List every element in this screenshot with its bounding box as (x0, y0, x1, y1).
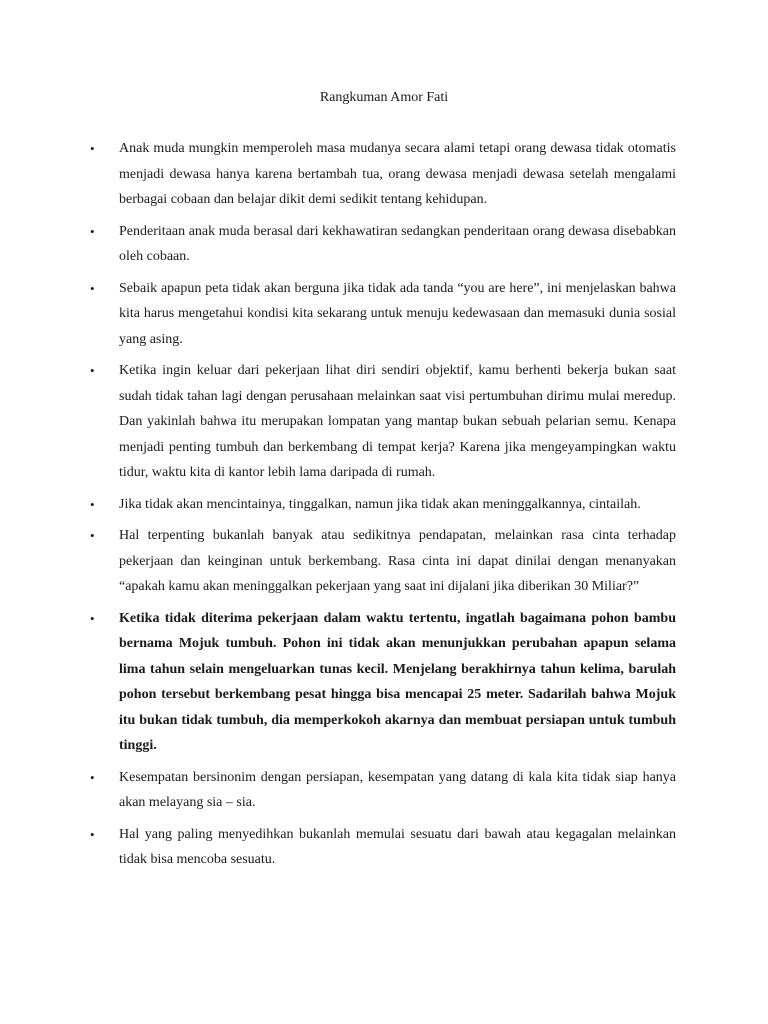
list-item (90, 606, 676, 759)
bullet-icon: • (90, 363, 95, 378)
list-item (90, 765, 676, 816)
bullet-icon: • (90, 826, 95, 842)
bullet-text: Kesempatan bersinonim dengan persiapan, kesempatan yang datang di kala kita tidak siap hanya akan melayang sia – sia. (119, 769, 676, 810)
bullet-text: Jika tidak akan mencintainya, tinggalkan, namun jika tidak akan meninggalkannya, cintailah. (119, 496, 641, 512)
bullet-icon: • (90, 769, 95, 785)
list-item (90, 276, 676, 353)
bullet-text: Ketika ingin keluar dari pekerjaan lihat diri sendiri objektif, kamu berhenti bekerja bukan saat sudah tidak tahan lagi dengan perusahaan melainkan saat visi pertumbuhan dirimu mulai meredup. Dan yakinlah bahwa itu merupakan lompatan yang mantap bukan sebuah pelarian semu. Kenapa menjadi penting tumbuh dan berkembang di tempat kerja? Karena jika mengeyampingkan waktu tidur, waktu kita di kantor lebih lama daripada di rumah. (119, 363, 676, 480)
list-item (90, 219, 676, 270)
bullet-icon: • (90, 610, 95, 626)
list-item (90, 358, 676, 486)
bullet-icon: • (90, 280, 95, 296)
list-item (90, 523, 676, 600)
bullet-icon: • (90, 528, 95, 543)
bullet-text: Penderitaan anak muda berasal dari kekhawatiran sedangkan penderitaan orang dewasa disebabkan oleh cobaan. (119, 223, 676, 264)
list-item (90, 492, 676, 518)
bullet-text: Anak muda mungkin memperoleh masa mudanya secara alami tetapi orang dewasa tidak otomatis menjadi dewasa hanya karena bertambah tua, orang dewasa menjadi dewasa setelah mengalami berbagai cobaan dan belajar dikit demi sedikit tentang kehidupan. (119, 141, 676, 207)
list-item (90, 822, 676, 873)
bullet-list (90, 136, 676, 879)
bullet-text: Hal yang paling menyedihkan bukanlah memulai sesuatu dari bawah atau kegagalan melainkan tidak bisa mencoba sesuatu. (119, 826, 676, 867)
bullet-icon: • (90, 141, 95, 156)
bullet-text: Sebaik apapun peta tidak akan berguna jika tidak ada tanda “you are here”, ini menjelaskan bahwa kita harus mengetahui kondisi kita sekarang untuk menuju kedewasaan dan memasuki dunia sosial yang asing. (119, 280, 676, 347)
list-item (90, 136, 676, 213)
document-title: Rangkuman Amor Fati (319, 90, 449, 105)
bullet-icon: • (90, 223, 95, 239)
bullet-text: Hal terpenting bukanlah banyak atau sedikitnya pendapatan, melainkan rasa cinta terhadap pekerjaan dan keinginan untuk berkembang. Rasa cinta ini dapat dinilai dengan menanyakan “apakah kamu akan meninggalkan pekerjaan yang saat ini dijalani jika diberikan 30 Miliar?” (119, 528, 676, 594)
bullet-icon: • (90, 496, 95, 512)
bullet-text: Ketika tidak diterima pekerjaan dalam waktu tertentu, ingatlah bagaimana pohon bambu bernama Mojuk tumbuh. Pohon ini tidak akan menunjukkan perubahan apapun selama lima tahun selain mengeluarkan tunas kecil. Menjelang berakhirnya tahun kelima, barulah pohon tersebut berkembang pesat hingga bisa mencapai 25 meter. Sadarilah bahwa Mojuk itu bukan tidak tumbuh, dia memperkokoh akarnya dan membuat persiapan untuk tumbuh tinggi. (119, 610, 676, 753)
